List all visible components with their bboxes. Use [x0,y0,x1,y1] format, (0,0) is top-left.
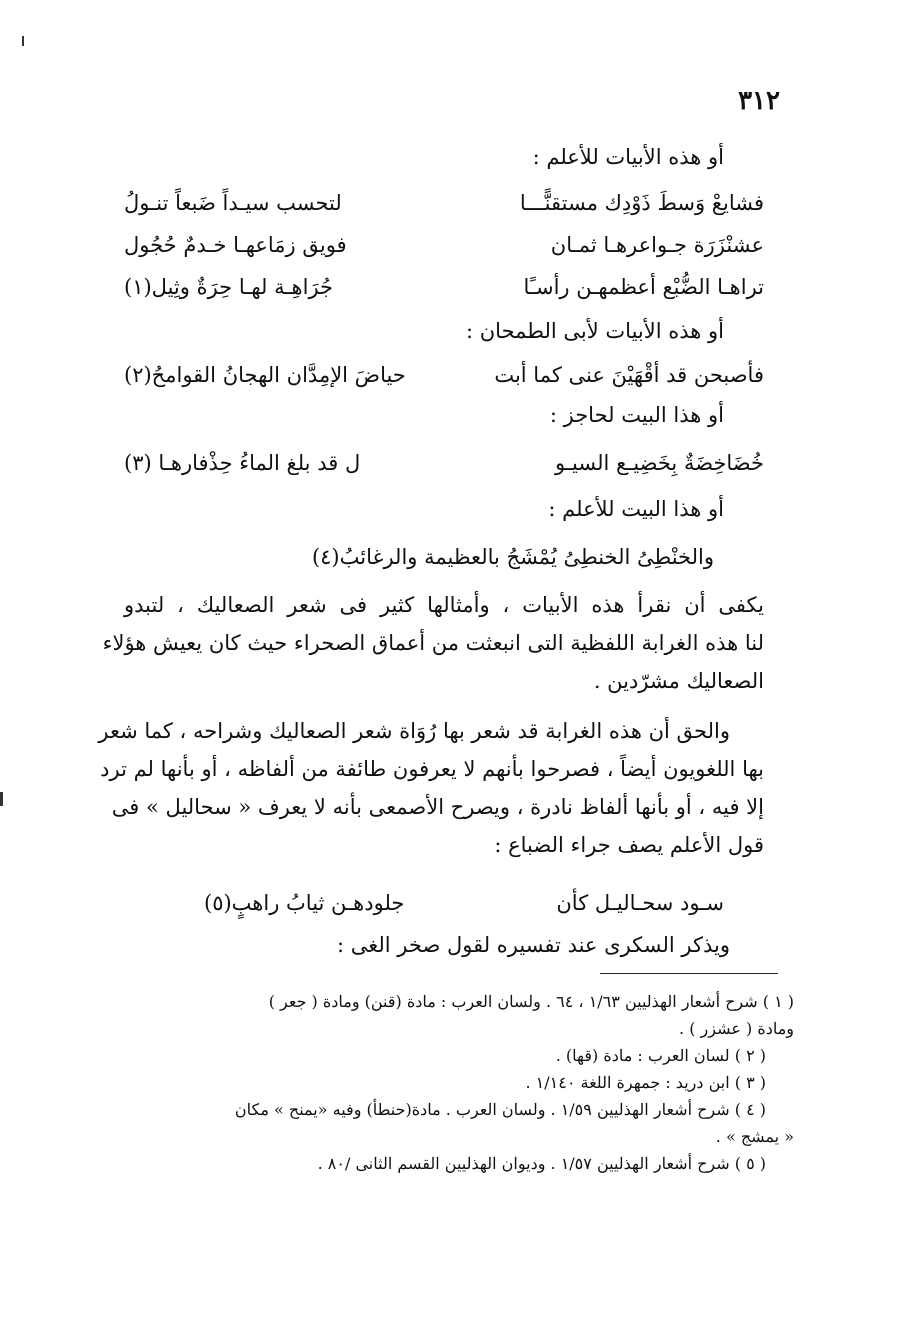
verse-1-first-hemistich: فشايعْ وَسطَ ذَوْدِك مستقنًّـــا [519,191,764,215]
paragraph-1 [102,586,764,700]
verse-row-4 [124,358,764,392]
verse-3-second-hemistich: جُرَاهِـة لهـا حِرَةٌ وثِيل(١) [124,275,334,299]
paragraph-1-line-1: يكفى أن نقرأ هذه الأبيات ، وأمثالها كثير فى شعر الصعاليك ، لتبدو [124,593,764,617]
footnote-3: ( ٣ ) ابن دريد : جمهرة اللغة ١/١٤٠ . [525,1073,766,1092]
intro-line-a: أو هذه الأبيات للأعلم : [532,145,724,169]
verse-row-2 [124,228,764,262]
paragraph-3: ويذكر السكرى عند تفسيره لقول صخر الغى : [337,933,730,957]
verse-3-first-hemistich: تراهـا الضُّبْع أعظمهـن رأسـًا [523,275,764,299]
verse-1-second-hemistich: لتحسب سيـداً ضَبعاً تنـولُ [124,191,342,215]
intro-line-b: أو هذه الأبيات لأبى الطمحان : [466,319,724,343]
verse-5-second-hemistich: ل قد بلغ الماءُ حِذْفارهـا (٣) [124,451,361,475]
verse-2-first-hemistich: عشنْزَرَة جـواعرهـا ثمـان [550,233,764,257]
scan-mark-left [0,792,3,806]
verse-2-second-hemistich: فويق زمَاعهـا خـدمٌ حُجُول [124,233,347,257]
footnotes [114,988,794,1177]
paragraph-2-line-1: والحق أن هذه الغرابة قد شعر بها رُوَاة شعر الصعاليك وشراحه ، كما شعر [98,719,730,743]
verse-6-centered: والخنْطِىُ الخنطِىُ يُمْشَجُ بالعظيمة والرغائبُ(٤) [311,545,714,569]
intro-line-c: أو هذا البيت لحاجز : [549,403,724,427]
footnote-separator-rule [600,973,778,974]
paragraph-2-line-2: بها اللغويون أيضاً ، فصرحوا بأنهم لا يعرفون طائفة من ألفاظه ، أو بأنها لم ترد [100,757,764,781]
footnote-1: ( ١ ) شرح أشعار الهذليين ١/٦٣ ، ٦٤ . ولسان العرب : مادة (قنن) ومادة ( جعر ) [268,992,794,1011]
paragraph-1-line-2: لنا هذه الغرابة اللفظية التى انبعثت من أعماق الصحراء حيث كان يعيش هؤلاء [102,631,764,655]
verse-row-7 [204,886,724,920]
paragraph-2-line-3: إلا فيه ، أو بأنها ألفاظ نادرة ، ويصرح الأصمعى بأنه لا يعرف « سحاليل » فى [111,795,764,819]
verse-row-5 [124,446,764,480]
verse-7-first-hemistich: سـود سحـاليـل كأن [556,891,724,915]
paragraph-2-line-4: قول الأعلم يصف جراء الضباع : [494,833,764,857]
page-number: ٣١٢ [738,86,780,116]
verse-row-1 [124,186,764,220]
verse-4-second-hemistich: حياضَ الإمِدَّان الهجانُ القوامحُ(٢) [124,363,406,387]
scan-mark-top [22,36,24,46]
verse-4-first-hemistich: فأصبحن قد أقْهَيْنَ عنى كما أبت [494,363,764,387]
paragraph-2 [98,712,764,864]
footnote-4: ( ٤ ) شرح أشعار الهذليين ١/٥٩ . ولسان العرب . مادة(حنطأ) وفيه «يمنح » مكان [234,1100,766,1119]
verse-row-3 [124,270,764,304]
intro-line-d: أو هذا البيت للأعلم : [548,497,724,521]
footnote-4-continuation: « يمشج » . [715,1127,794,1146]
verse-7-second-hemistich: جلودهـن ثيابُ راهبٍ(٥) [204,891,405,915]
footnote-5: ( ٥ ) شرح أشعار الهذليين ١/٥٧ . وديوان الهذليين القسم الثانى /٨٠ . [317,1154,766,1173]
footnote-2: ( ٢ ) لسان العرب : مادة (قها) . [555,1046,766,1065]
paragraph-1-line-3: الصعاليك مشرّدين . [593,669,764,693]
footnote-1-continuation: ومادة ( عشزر ) . [679,1019,794,1038]
verse-5-first-hemistich: خُضَاخِضَةٌ بِخَضِيـع السيـو [555,451,764,475]
